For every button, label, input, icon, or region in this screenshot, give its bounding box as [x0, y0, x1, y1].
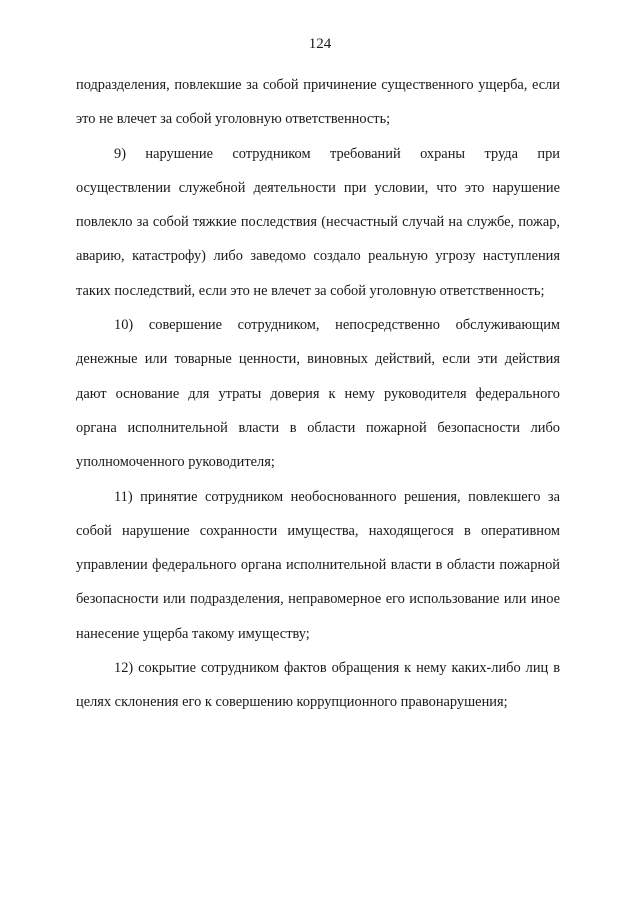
paragraph-item-11: 11) принятие сотрудником необоснованного решения, повлекшего за собой нарушение сохранности имущества, находящегося в оперативном управлении федерального органа исполнительной власти в области пожарной безопасности или подразделения, неправомерное его использование или иное нанесение ущерба такому имуществу;	[76, 488, 560, 642]
paragraph-continuation: подразделения, повлекшие за собой причинение существенного ущерба, если это не влечет за собой уголовную ответственность;	[76, 77, 560, 128]
paragraph-item-10: 10) совершение сотрудником, непосредственно обслуживающим денежные или товарные ценности, виновных действий, если эти действия дают основание для утраты доверия к нему руководителя федерального органа исполнительной власти в области пожарной безопасности либо уполномоченного руководителя;	[76, 317, 560, 471]
paragraph-item-9: 9) нарушение сотрудником требований охраны труда при осуществлении служебной деятельности при условии, что это нарушение повлекло за собой тяжкие последствия (несчастный случай на службе, пожар, аварию, катастрофу) либо заведомо создало реальную угрозу наступления таких последствий, если это не влечет за собой уголовную ответственность;	[76, 145, 560, 299]
paragraph-item-12: 12) сокрытие сотрудником фактов обращения к нему каких-либо лиц в целях склонения его к совершению коррупционного правонарушения;	[76, 660, 560, 711]
document-body	[76, 68, 560, 720]
page-number: 124	[308, 36, 332, 52]
